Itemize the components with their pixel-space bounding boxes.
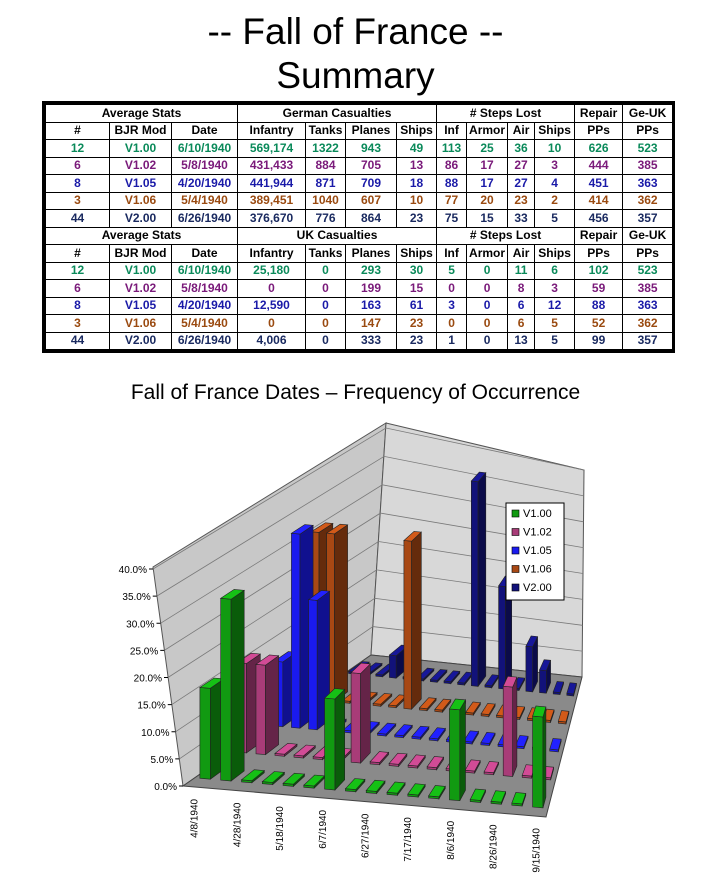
table-cell: 3 xyxy=(437,297,467,315)
page-title: -- Fall of France -- xyxy=(207,11,504,52)
table-cell: 23 xyxy=(397,210,437,228)
table-cell: 1 xyxy=(437,332,467,350)
bar-side xyxy=(335,689,345,790)
table-cell: 0 xyxy=(467,280,508,298)
table-cell: 4 xyxy=(535,175,575,193)
bar-front xyxy=(221,598,231,781)
table-cell: V1.05 xyxy=(110,175,172,193)
table-cell: 20 xyxy=(467,192,508,210)
legend-swatch xyxy=(512,510,519,517)
table-cell: 33 xyxy=(508,210,535,228)
table-cell: 523 xyxy=(623,262,673,280)
table-cell: 376,670 xyxy=(238,210,306,228)
y-tick-label: 0.0% xyxy=(154,782,177,793)
group-header-row xyxy=(46,227,673,245)
bar-V1.00-8/6/1940 xyxy=(449,699,465,801)
bar-V1.00-6/7/1940 xyxy=(325,689,345,791)
table-cell: 389,451 xyxy=(238,192,306,210)
column-header: Planes xyxy=(346,122,397,140)
table-cell: 4/20/1940 xyxy=(172,175,238,193)
legend-swatch xyxy=(512,584,519,591)
table-cell: 99 xyxy=(575,332,623,350)
bar-V1.02-4/18/1940 xyxy=(256,655,279,755)
group-header: Repair xyxy=(575,105,623,123)
legend-label: V1.02 xyxy=(523,526,552,539)
table-cell: 13 xyxy=(508,332,535,350)
table-cell: 25 xyxy=(467,140,508,158)
table-cell: 5 xyxy=(535,332,575,350)
table-cell: V1.06 xyxy=(110,192,172,210)
table-cell: 86 xyxy=(437,157,467,175)
table-cell: 385 xyxy=(623,157,673,175)
table-cell: 363 xyxy=(623,297,673,315)
table-cell: 5 xyxy=(535,315,575,333)
y-tick-label: 40.0% xyxy=(118,565,147,576)
table-cell: 2 xyxy=(535,192,575,210)
table-cell: 6 xyxy=(46,157,110,175)
group-header: Average Stats xyxy=(46,227,238,245)
bar-front xyxy=(499,586,506,689)
column-header: PPs xyxy=(575,122,623,140)
table-cell: 0 xyxy=(437,315,467,333)
table-cell: 8 xyxy=(508,280,535,298)
bar-chart-3d xyxy=(0,405,711,891)
x-tick-label: 6/27/1940 xyxy=(360,813,372,858)
table-cell: V1.00 xyxy=(110,262,172,280)
table-cell: 4,006 xyxy=(238,332,306,350)
column-header: Ships xyxy=(535,245,575,263)
table-cell: 705 xyxy=(346,157,397,175)
legend-swatch xyxy=(512,566,519,573)
table-cell: 102 xyxy=(575,262,623,280)
table-cell: 88 xyxy=(437,175,467,193)
table-cell: 52 xyxy=(575,315,623,333)
bar-front xyxy=(533,716,543,808)
table-row xyxy=(46,297,673,315)
table-cell: 569,174 xyxy=(238,140,306,158)
table-cell: 13 xyxy=(397,157,437,175)
table-cell: 626 xyxy=(575,140,623,158)
table-cell: 113 xyxy=(437,140,467,158)
column-header: BJR Mod xyxy=(110,122,172,140)
bar-front xyxy=(351,673,361,763)
x-tick-label: 7/17/1940 xyxy=(403,817,415,862)
table-cell: 12 xyxy=(46,262,110,280)
table-cell: 523 xyxy=(623,140,673,158)
bar-side xyxy=(335,525,348,702)
table-cell: 3 xyxy=(46,315,110,333)
legend-label: V1.00 xyxy=(523,508,552,520)
group-header: # Steps Lost xyxy=(437,105,575,123)
table-row xyxy=(46,280,673,298)
column-header: Inf xyxy=(437,122,467,140)
column-header: Infantry xyxy=(238,122,306,140)
table-cell: 5/8/1940 xyxy=(172,157,238,175)
table-cell: 17 xyxy=(467,175,508,193)
y-tick-label: 15.0% xyxy=(137,700,166,712)
bar-V2.00-8/16/1940 xyxy=(526,636,538,692)
table-cell: 163 xyxy=(346,297,397,315)
table-cell: 0 xyxy=(437,280,467,298)
x-tick-label: 4/8/1940 xyxy=(189,798,201,838)
table-cell: 0 xyxy=(238,280,306,298)
table-cell: 441,944 xyxy=(238,175,306,193)
table-cell: 17 xyxy=(467,157,508,175)
column-header: Date xyxy=(172,122,238,140)
legend-label: V1.06 xyxy=(523,563,552,576)
y-tick-label: 20.0% xyxy=(133,673,162,685)
table-cell: 0 xyxy=(238,315,306,333)
bar-side xyxy=(361,664,371,763)
table-cell: 8 xyxy=(46,175,110,193)
table-cell: V1.02 xyxy=(110,280,172,298)
table-cell: 25,180 xyxy=(238,262,306,280)
bar-V1.00-9/15/1940 xyxy=(533,706,546,808)
table-row xyxy=(46,192,673,210)
table-cell: 607 xyxy=(346,192,397,210)
table-cell: 1040 xyxy=(306,192,346,210)
table-cell: 333 xyxy=(346,332,397,350)
table-cell: 776 xyxy=(306,210,346,228)
table-cell: 0 xyxy=(467,297,508,315)
group-header: UK Casualties xyxy=(238,227,437,245)
table-cell: 27 xyxy=(508,175,535,193)
table-cell: 431,433 xyxy=(238,157,306,175)
bar-side xyxy=(460,700,466,801)
table-cell: 88 xyxy=(575,297,623,315)
table-cell: 6/26/1940 xyxy=(172,210,238,228)
table-cell: 61 xyxy=(397,297,437,315)
column-header: Air xyxy=(508,122,535,140)
table-cell: 444 xyxy=(575,157,623,175)
table-cell: 15 xyxy=(467,210,508,228)
table-cell: 12 xyxy=(535,297,575,315)
column-header: # xyxy=(46,122,110,140)
table-cell: 362 xyxy=(623,315,673,333)
table-cell: 147 xyxy=(346,315,397,333)
y-tick-label: 10.0% xyxy=(141,727,170,739)
chart-title: Fall of France Dates – Frequency of Occurrence xyxy=(130,381,581,404)
table-cell: 0 xyxy=(467,315,508,333)
table-cell: 3 xyxy=(535,280,575,298)
table-cell: 23 xyxy=(397,315,437,333)
table-cell: 75 xyxy=(437,210,467,228)
group-header-row xyxy=(46,105,673,123)
page-subtitle: Summary xyxy=(276,55,435,96)
table-cell: 49 xyxy=(397,140,437,158)
table-cell: 44 xyxy=(46,332,110,350)
column-header: Date xyxy=(172,245,238,263)
table-cell: 943 xyxy=(346,140,397,158)
table-cell: 59 xyxy=(575,280,623,298)
table-cell: 5/4/1940 xyxy=(172,315,238,333)
table-cell: 414 xyxy=(575,192,623,210)
column-header: PPs xyxy=(623,122,673,140)
group-header: Average Stats xyxy=(46,105,238,123)
column-header-row xyxy=(46,245,673,263)
group-header: # Steps Lost xyxy=(437,227,575,245)
column-header: PPs xyxy=(575,245,623,263)
bar-V1.02-6/7/1940 xyxy=(351,663,370,763)
table-cell: 451 xyxy=(575,175,623,193)
table-cell: 864 xyxy=(346,210,397,228)
table-cell: 12,590 xyxy=(238,297,306,315)
column-header: Air xyxy=(508,245,535,263)
column-header-row xyxy=(46,122,673,140)
table-cell: 3 xyxy=(535,157,575,175)
column-header: # xyxy=(46,245,110,263)
table-cell: 44 xyxy=(46,210,110,228)
table-cell: 5/8/1940 xyxy=(172,280,238,298)
legend-label: V2.00 xyxy=(523,582,552,594)
table-cell: V2.00 xyxy=(110,332,172,350)
x-tick-label: 8/6/1940 xyxy=(445,820,457,860)
table-cell: 709 xyxy=(346,175,397,193)
table-cell: 199 xyxy=(346,280,397,298)
table-cell: 0 xyxy=(306,297,346,315)
table-cell: 10 xyxy=(535,140,575,158)
table-cell: 357 xyxy=(623,332,673,350)
table-row xyxy=(46,157,673,175)
table-cell: 4/20/1940 xyxy=(172,297,238,315)
table-cell: 12 xyxy=(46,140,110,158)
bar-side xyxy=(543,707,546,808)
group-header: Repair xyxy=(575,227,623,245)
table-cell: 10 xyxy=(397,192,437,210)
table-cell: 0 xyxy=(306,280,346,298)
column-header: PPs xyxy=(623,245,673,263)
x-tick-label: 8/26/1940 xyxy=(488,824,500,869)
bar-V1.00-4/18/1940 xyxy=(221,589,245,781)
column-header: Tanks xyxy=(306,245,346,263)
table-row xyxy=(46,315,673,333)
column-header: Armor xyxy=(467,122,508,140)
table-cell: 6/26/1940 xyxy=(172,332,238,350)
bar-side xyxy=(231,590,244,781)
table-cell: 36 xyxy=(508,140,535,158)
table-cell: 0 xyxy=(306,315,346,333)
column-header: Infantry xyxy=(238,245,306,263)
group-header: Ge-UK xyxy=(623,227,673,245)
table-cell: 5/4/1940 xyxy=(172,192,238,210)
y-tick-label: 25.0% xyxy=(129,646,159,658)
bar-side xyxy=(478,473,486,687)
bar-V2.00-7/7/1940 xyxy=(471,472,486,686)
bar-V1.06-6/7/1940 xyxy=(404,531,421,709)
table-cell: 357 xyxy=(623,210,673,228)
column-header: Inf xyxy=(437,245,467,263)
table-cell: V1.05 xyxy=(110,297,172,315)
table-cell: 6 xyxy=(508,297,535,315)
table-cell: 1322 xyxy=(306,140,346,158)
table-cell: 5 xyxy=(437,262,467,280)
column-header: Ships xyxy=(535,122,575,140)
column-header: Tanks xyxy=(306,122,346,140)
table-cell: 27 xyxy=(508,157,535,175)
summary-table-frame xyxy=(42,101,675,353)
bar-front xyxy=(404,541,412,710)
y-tick-label: 30.0% xyxy=(126,619,155,631)
table-cell: 6/10/1940 xyxy=(172,262,238,280)
table-cell: V1.02 xyxy=(110,157,172,175)
table-cell: V2.00 xyxy=(110,210,172,228)
table-cell: 0 xyxy=(467,262,508,280)
table-cell: 3 xyxy=(46,192,110,210)
bar-front xyxy=(309,600,318,730)
table-row xyxy=(46,262,673,280)
x-tick-label: 5/18/1940 xyxy=(275,806,287,851)
table-cell: 5 xyxy=(535,210,575,228)
x-tick-label: 9/15/1940 xyxy=(531,828,543,873)
table-cell: 884 xyxy=(306,157,346,175)
x-tick-label: 4/28/1940 xyxy=(232,802,244,848)
bar-front xyxy=(200,687,210,779)
column-header: Planes xyxy=(346,245,397,263)
table-cell: 6 xyxy=(46,280,110,298)
table-cell: 385 xyxy=(623,280,673,298)
bar-front xyxy=(291,533,300,728)
bar-V1.02-8/26/1940 xyxy=(503,676,517,776)
table-cell: V1.06 xyxy=(110,315,172,333)
column-header: BJR Mod xyxy=(110,245,172,263)
bar-front xyxy=(471,481,478,686)
column-header: Ships xyxy=(397,245,437,263)
table-row xyxy=(46,332,673,350)
bar-front xyxy=(449,709,459,801)
table-cell: 456 xyxy=(575,210,623,228)
bar-side xyxy=(266,656,279,755)
summary-table xyxy=(45,104,673,350)
x-tick-label: 6/7/1940 xyxy=(317,809,329,849)
table-cell: 6 xyxy=(535,262,575,280)
column-header: Armor xyxy=(467,245,508,263)
table-cell: 0 xyxy=(306,332,346,350)
bar-front xyxy=(503,686,513,776)
legend-label: V1.05 xyxy=(523,545,552,557)
bar-front xyxy=(256,664,266,754)
table-cell: 363 xyxy=(623,175,673,193)
bar-side xyxy=(412,532,422,709)
column-header: Ships xyxy=(397,122,437,140)
table-cell: 8 xyxy=(46,297,110,315)
group-header: German Casualties xyxy=(238,105,437,123)
table-cell: 293 xyxy=(346,262,397,280)
bar-front xyxy=(325,698,335,790)
table-cell: 0 xyxy=(467,332,508,350)
table-cell: 6 xyxy=(508,315,535,333)
table-cell: 11 xyxy=(508,262,535,280)
table-cell: 0 xyxy=(306,262,346,280)
table-cell: 23 xyxy=(397,332,437,350)
group-header: Ge-UK xyxy=(623,105,673,123)
table-cell: 871 xyxy=(306,175,346,193)
table-cell: 77 xyxy=(437,192,467,210)
bar-side xyxy=(513,677,517,776)
table-cell: 15 xyxy=(397,280,437,298)
table-cell: 18 xyxy=(397,175,437,193)
bar-front xyxy=(389,655,396,678)
table-row xyxy=(46,175,673,193)
bar-front xyxy=(526,646,533,692)
bar-V1.00-4/8/1940 xyxy=(200,678,224,779)
table-cell: 30 xyxy=(397,262,437,280)
table-cell: V1.00 xyxy=(110,140,172,158)
legend-swatch xyxy=(512,529,519,536)
y-tick-label: 35.0% xyxy=(122,592,151,604)
table-cell: 6/10/1940 xyxy=(172,140,238,158)
bar-front xyxy=(540,670,547,693)
table-row xyxy=(46,140,673,158)
legend-swatch xyxy=(512,547,519,554)
table-cell: 23 xyxy=(508,192,535,210)
table-cell: 362 xyxy=(623,192,673,210)
y-tick-label: 5.0% xyxy=(150,754,174,766)
table-row xyxy=(46,210,673,228)
